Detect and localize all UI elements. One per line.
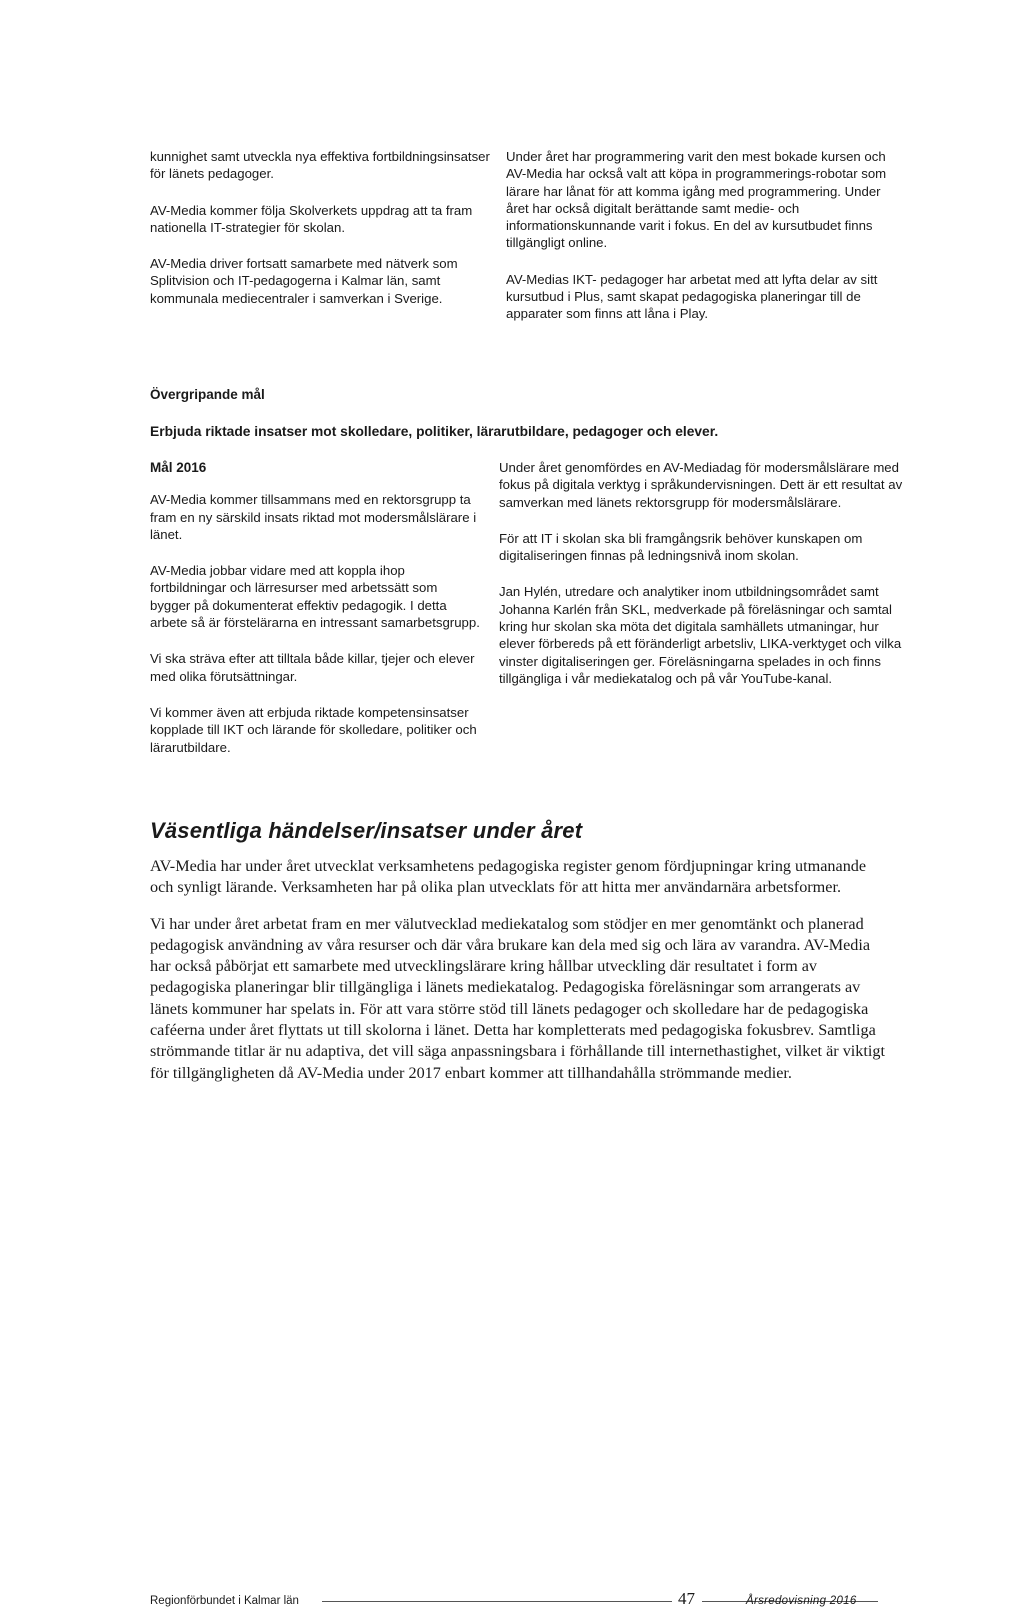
paragraph: Vi har under året arbetat fram en mer välutvecklad mediekatalog som stödjer en mer genomtänkt och planerad pedagogisk användning av våra resurser och där våra brukare kan dela med sig och lära av varandra. AV-Media har också påbörjat ett samarbete med utvecklingslärare kring hållbar utveckling där resultatet i form av pedagogiska planeringar blir tillgängliga i länets mediekatalog. Pedagogiska föreläsningar som arrangerats av länets kommuner har spelats in. För att vara större stöd till länets pedagoger och skolledare har de pedagogiska caféerna under året flyttats ut till skolorna i länet. Detta har kompletterats med pedagogiska fokusbrev. Samtliga strömmande titlar är nu adaptiva, det vill säga anpassningsbara i förhållande till internethastighet, vilket är viktigt för tillgängligheten då AV-Media under 2017 enbart kommer att tillhandahålla strömmande medier.: [150, 914, 885, 1082]
paragraph: AV-Medias IKT- pedagoger har arbetat med att lyfta delar av sitt kursutbud i Plus, samt skapat pedagogiska planeringar till de apparater som finns att låna i Play.: [506, 271, 878, 322]
paragraph: AV-Media driver fortsatt samarbete med nätverk som Splitvision och IT-pedagogerna i Kalmar län, samt kommunala mediecentraler i samverkan i Sverige.: [150, 256, 458, 306]
footer-organization: Regionförbundet i Kalmar län: [150, 1595, 299, 1607]
paragraph: Vi kommer även att erbjuda riktade kompetensinsatser kopplade till IKT och lärande för skolledare, politiker och lärarutbildare.: [150, 704, 477, 755]
page-number: 47: [678, 1589, 695, 1608]
goal-2016-column: [150, 459, 480, 775]
paragraph: AV-Media har under året utvecklat verksamhetens pedagogiska register genom fördjupningar kring utmanande och synligt lärande. Verksamheten har på olika plan utvecklats för att hitta mer användarnära arbetsformer.: [150, 857, 867, 897]
paragraph: För att IT i skolan ska bli framgångsrik behöver kunskapen om digitaliseringen finnas på ledningsnivå inom skolan.: [499, 530, 863, 564]
footer-rule: [322, 1601, 672, 1602]
top-right-column: [506, 148, 906, 342]
section-body: [150, 856, 890, 1099]
footer-report-title: Årsredovisning 2016: [746, 1595, 857, 1607]
top-left-column: [150, 148, 490, 326]
overall-goal-text: Erbjuda riktade insatser mot skolledare, politiker, lärarutbildare, pedagoger och elever.: [150, 424, 719, 439]
paragraph: Vi ska sträva efter att tilltala både killar, tjejer och elever med olika förutsättningar.: [150, 651, 475, 684]
overall-goal-heading: Övergripande mål: [150, 387, 265, 402]
section-heading: Väsentliga händelser/insatser under året: [150, 818, 583, 843]
paragraph: AV-Media kommer följa Skolverkets uppdrag att ta fram nationella IT-strategier för skolan.: [150, 202, 473, 235]
paragraph: AV-Media jobbar vidare med att koppla ihop fortbildningar och lärresurser med arbetssätt som bygger på dokumenterat effektiv pedagogik. I detta arbete så är förstelärarna en intressant samarbetsgrupp.: [150, 563, 480, 631]
goal-2016-heading: Mål 2016: [150, 460, 207, 475]
paragraph: kunnighet samt utveckla nya effektiva fortbildningsinsatser för länets pedagoger.: [150, 149, 490, 182]
goal-2016-results-column: [499, 459, 904, 706]
paragraph: AV-Media kommer tillsammans med en rektorsgrupp ta fram en ny särskild insats riktad mot modersmålslärare i länet.: [150, 492, 477, 542]
page-footer: [150, 1589, 876, 1609]
paragraph: Under året genomfördes en AV-Mediadag för modersmålslärare med fokus på digitala verktyg i språkundervisningen. Dett är ett resultat av samverkan med länets rektorsgrupp för modersmålslärare.: [499, 460, 903, 510]
paragraph: Under året har programmering varit den mest bokade kursen och AV-Media har också valt att köpa in programmerings-robotar som lärare har lånat för att komma igång med programmering. Under året har också digitalt berättande samt medie- och informationskunnande varit i fokus. En del av kursutbudet finns tillgängligt online.: [506, 149, 887, 251]
paragraph: Jan Hylén, utredare och analytiker inom utbildningsområdet samt Johanna Karlén från SKL, medverkade på föreläsningar och samtal kring hur skolan ska möta det digitala samhällets utmaningar, hur elever förbereds på ett föränderligt arbetsliv, LIKA-verktyget och vilka vinster digitaliseringen ger. Föreläsningarna spelades in och finns tillgängliga i vår mediekatalog och på vår YouTube-kanal.: [499, 584, 902, 686]
